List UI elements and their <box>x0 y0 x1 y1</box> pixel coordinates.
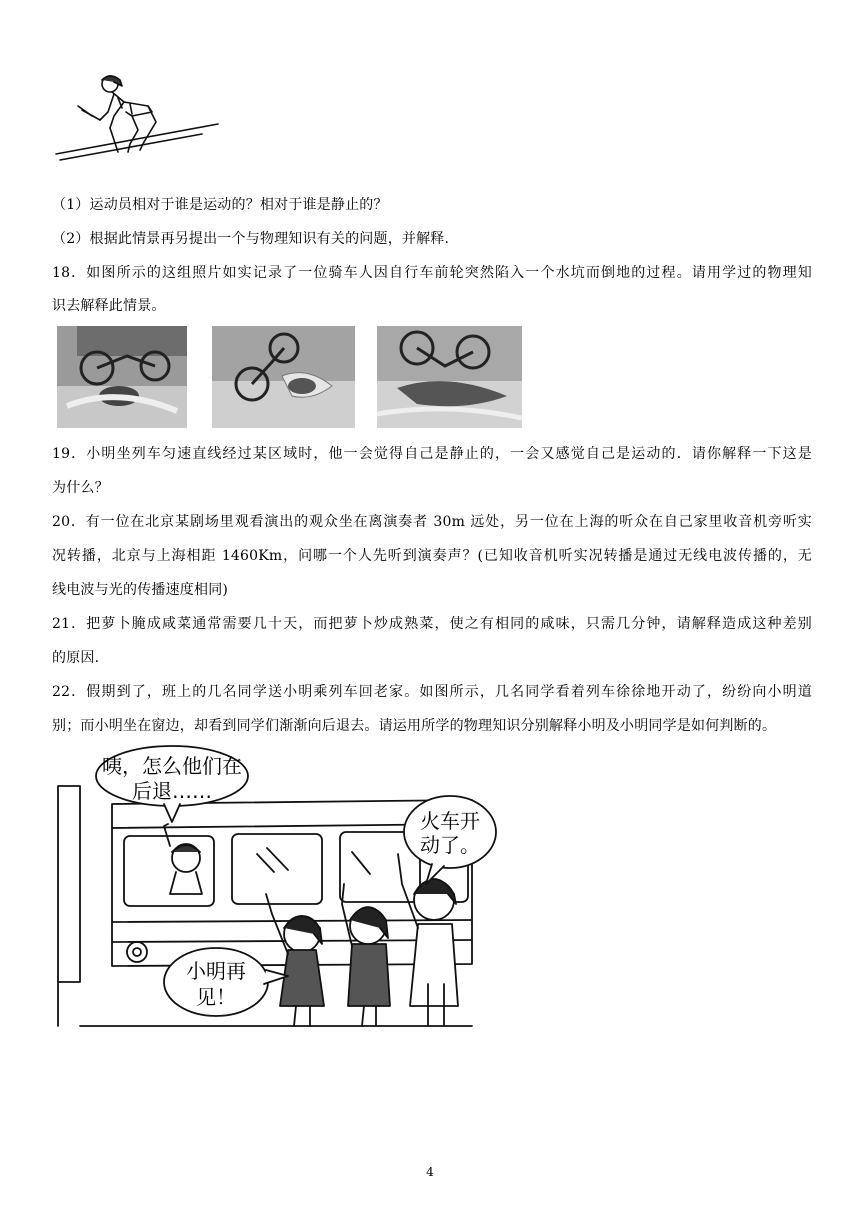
speech-bubble-xiaoming-line2: 后退…… <box>132 779 212 803</box>
speech-bubble-goodbye-line1: 小明再 <box>186 959 246 983</box>
page-number: 4 <box>426 1165 434 1179</box>
q18-text-line1: 18．如图所示的这组照片如实记录了一位骑车人因自行车前轮突然陷入一个水坑而倒地的过程。请用学过的物理知 <box>52 265 812 281</box>
q20-text-line2: 况转播，北京与上海相距 1460Km，问哪一个人先听到演奏声？(已知收音机听实况转播是通过无线电波传播的，无 <box>52 548 812 564</box>
bicycle-photo-2 <box>212 326 355 428</box>
bicycle-photo-1 <box>57 326 187 428</box>
q17-subquestion-1: （1）运动员相对于谁是运动的？相对于谁是静止的？ <box>52 197 388 213</box>
q21-text-line2: 的原因. <box>52 650 100 666</box>
bicycle-photo-3 <box>377 326 522 428</box>
q20-text-line3: 线电波与光的传播速度相同) <box>52 582 229 598</box>
q21-text-line1: 21．把萝卜腌成咸菜通常需要几十天，而把萝卜炒成熟菜，使之有相同的咸味，只需几分钟，请解释造成这种差别 <box>52 616 812 632</box>
speech-bubble-xiaoming-line1: 咦，怎么他们在 <box>102 754 242 778</box>
speech-bubble-train-line2: 动了。 <box>420 833 480 857</box>
speech-bubble-goodbye-line2: 见！ <box>196 985 236 1009</box>
q17-subquestion-2: （2）根据此情景再另提出一个与物理知识有关的问题，并解释. <box>52 231 450 247</box>
train-farewell-cartoon <box>52 744 502 1032</box>
q19-text-line2: 为什么？ <box>52 480 109 496</box>
q18-text-line2: 识去解释此情景。 <box>52 298 166 314</box>
q22-text-line2: 别；而小明坐在窗边，却看到同学们渐渐向后退去。请运用所学的物理知识分别解释小明及小明同学是如何判断的。 <box>52 718 777 734</box>
q22-text-line1: 22．假期到了，班上的几名同学送小明乘列车回老家。如图所示，几名同学看着列车徐徐地开动了，纷纷向小明道 <box>52 684 812 700</box>
speech-bubble-train-line1: 火车开 <box>420 809 480 833</box>
q20-text-line1: 20．有一位在北京某剧场里观看演出的观众坐在离演奏者 30m 远处，另一位在上海的听众在自己家里收音机旁听实 <box>52 514 812 530</box>
skier-illustration <box>52 72 222 166</box>
q19-text-line1: 19．小明坐列车匀速直线经过某区域时，他一会觉得自己是静止的，一会又感觉自己是运动的．请你解释一下这是 <box>52 446 812 462</box>
